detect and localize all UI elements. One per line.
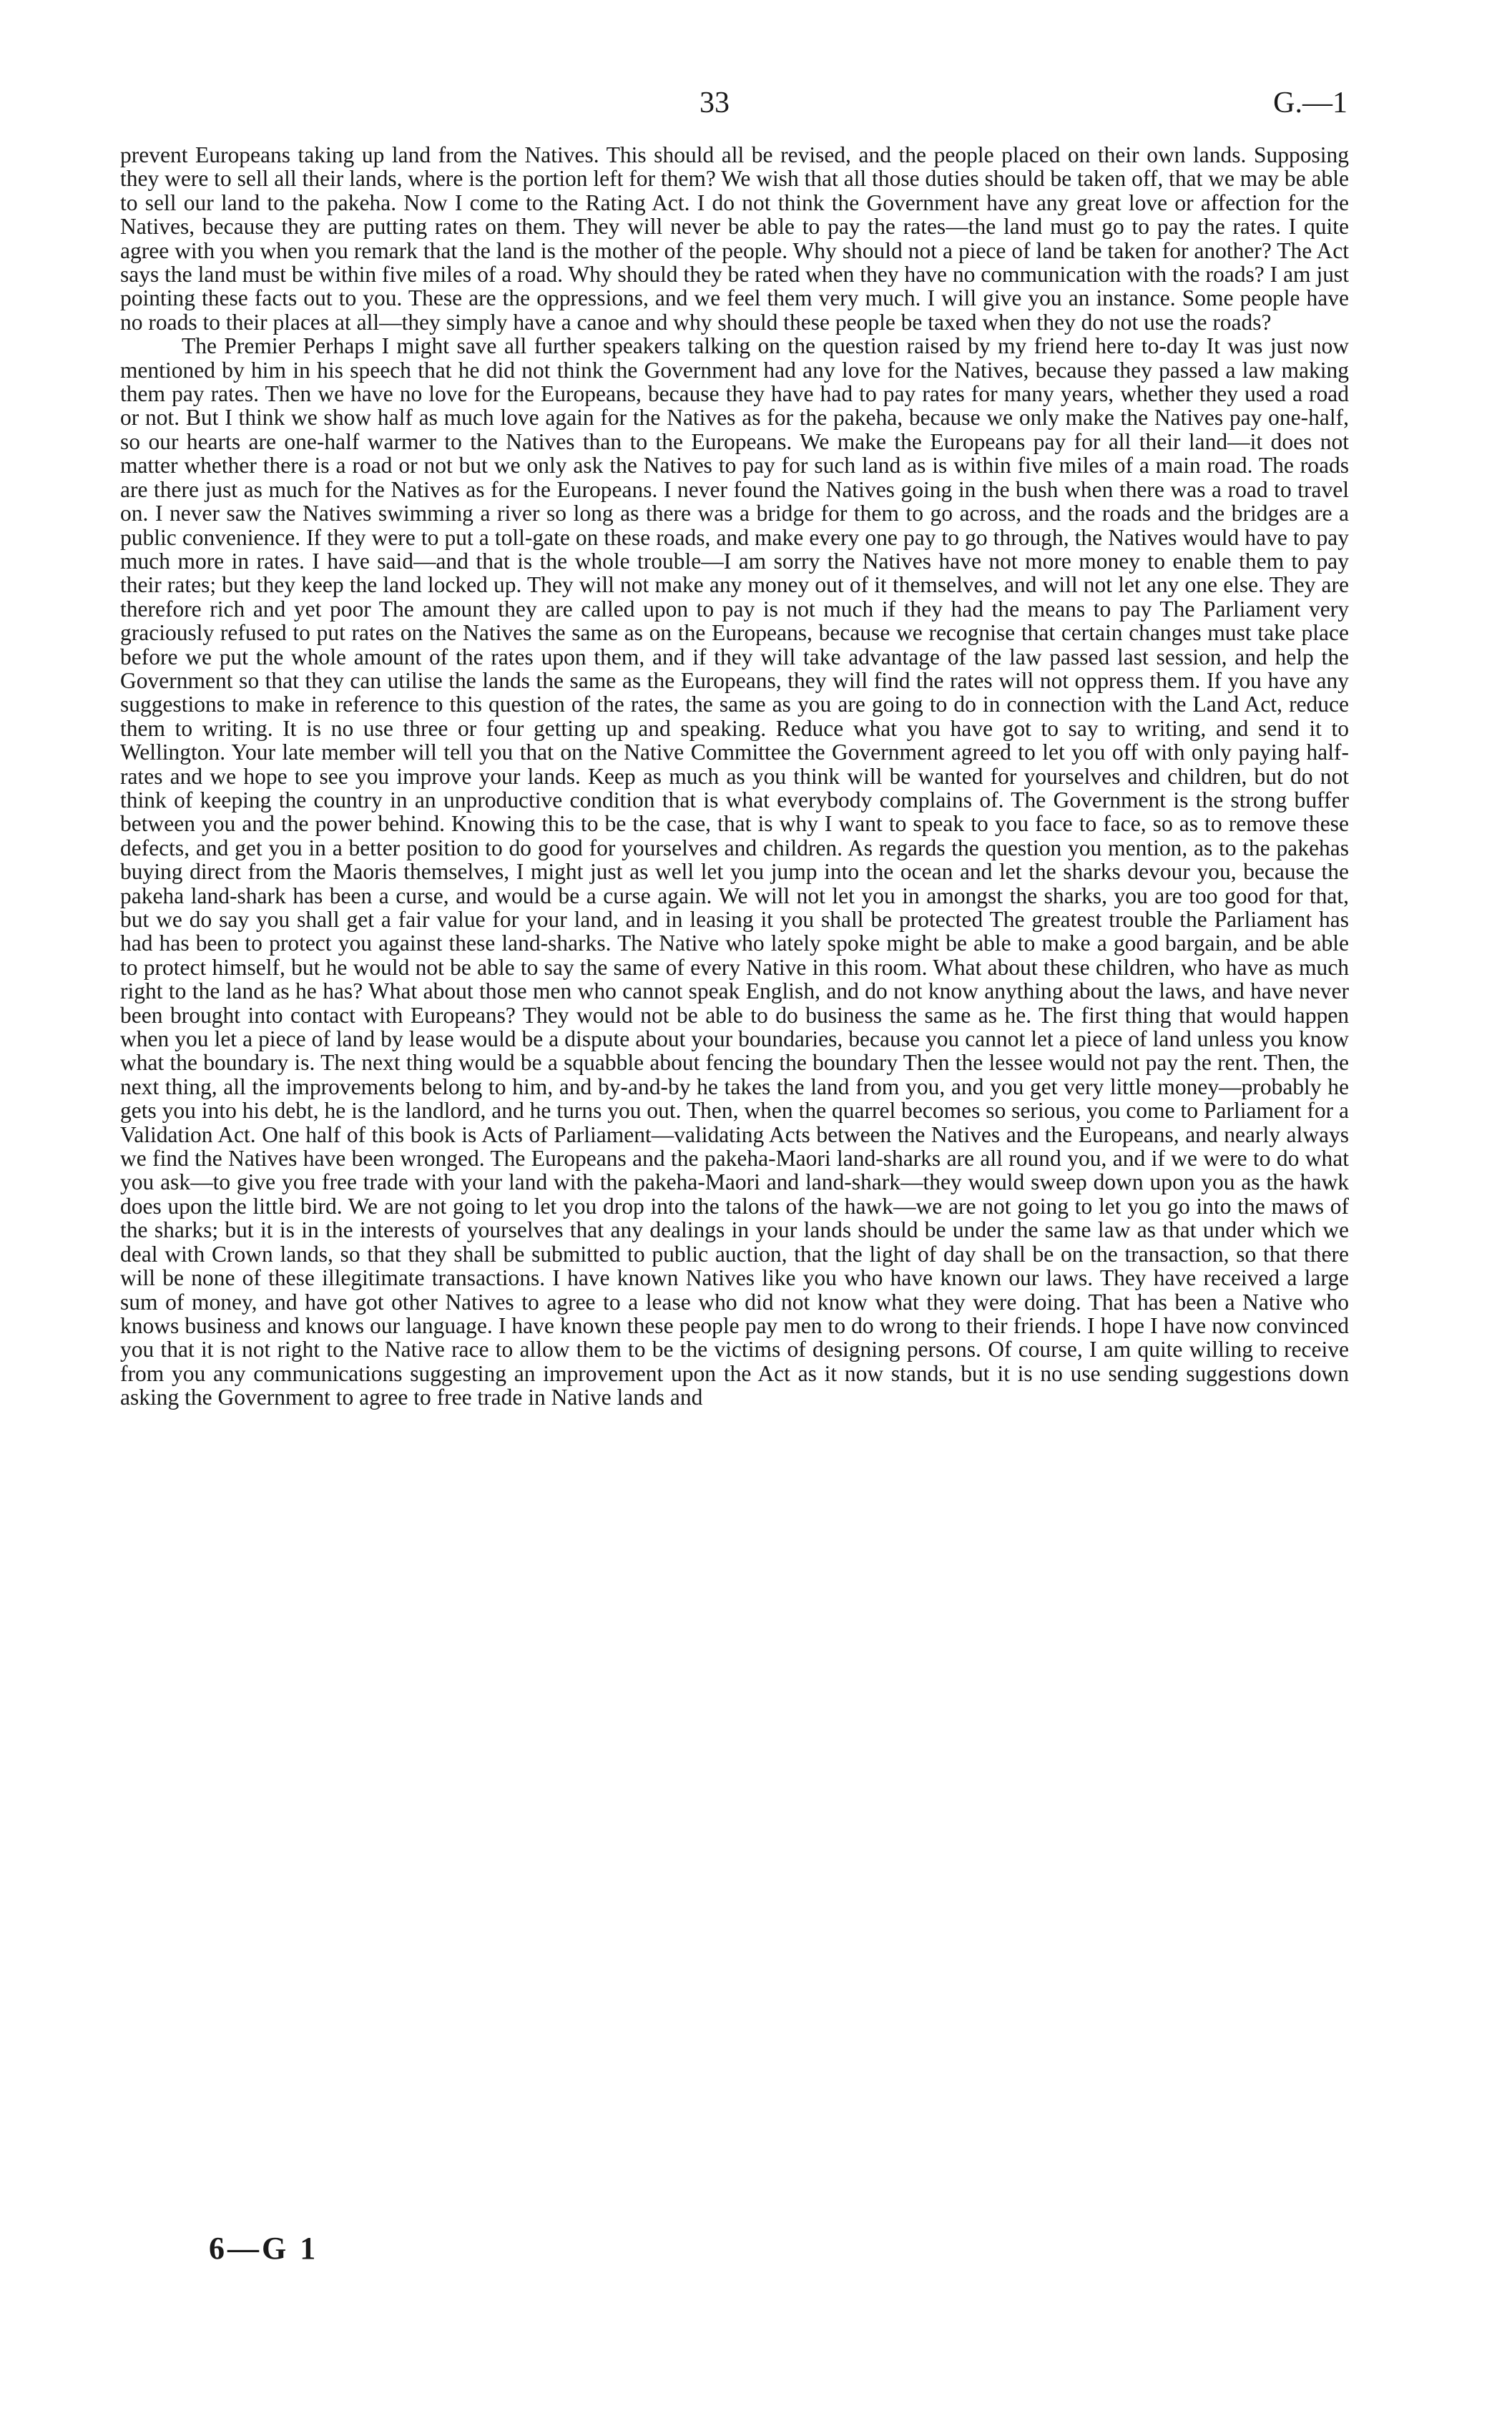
printer-signature: 6—G 1 xyxy=(209,2231,319,2266)
document-reference: G.—1 xyxy=(1273,87,1347,119)
paragraph-premier xyxy=(120,334,1349,1409)
page-number: 33 xyxy=(699,87,730,119)
paragraph-continuation xyxy=(120,143,1349,334)
paragraph-text: prevent Europeans taking up land from the Natives. This should all be revised, and the people placed on their own lands. Supposing they were to sell all their lands, where is the portion left for them? We wish that all those duties should be taken off, that we may be able to sell our land to the pakeha. Now I come to the Rating Act. I do not think the Government have any great love or affection for the Natives, because they are putting rates on them. They will never be able to pay the rates—the land must go to pay the rates. I quite agree with you when you remark that the land is the mother of the people. Why should not a piece of land be taken for another? The Act says the land must be within five miles of a road. Why should they be rated when they have no communication with the roads? I am just pointing these facts out to you. These are the oppressions, and we feel them very much. I will give you an instance. Some people have no roads to their places at all—they simply have a canoe and why should these people be taxed when they do not use the roads? xyxy=(120,142,1349,335)
body-text xyxy=(120,143,1349,1410)
speaker-name: The Premier xyxy=(182,333,296,359)
paragraph-text: Perhaps I might save all further speakers talking on the question raised by my friend here to-day It was just now mentioned by him in his speech that he did not think the Government had any love for the Natives, because they passed a law making them pay rates. Then we have no love for the Europeans, because they have had to pay rates for many years, whether they used a road or not. But I think we show half as much love again for the Natives as for the pakeha, because we only make the Natives pay one-half, so our hearts are one-half warmer to the Natives than to the Europeans. We make the Europeans pay for all their land—it does not matter whether there is a road or not but we only ask the Natives to pay for such land as is within five miles of a main road. The roads are there just as much for the Natives as for the Europeans. I never found the Natives going in the bush when there was a road to travel on. I never saw the Natives swimming a river so long as there was a bridge for them to go across, and the roads and the bridges are a public convenience. If they were to put a toll-gate on these roads, and make every one pay to go through, the Natives would have to pay much more in rates. I have said—and that is the whole trouble—I am sorry the Natives have not more money to enable them to pay their rates; but they keep the land locked up. They will not make any money out of it themselves, and will not let any one else. They are therefore rich and yet poor The amount they are called upon to pay is not much if they had the means to pay The Parliament very graciously refused to put rates on the Natives the same as on the Europeans, because we recognise that certain changes must take place before we put the whole amount of the rates upon them, and if they will take advantage of the law passed last session, and help the Government so that they can utilise the lands the same as the Europeans, they will find the rates will not oppress them. If you have any suggestions to make in reference to this question of the rates, the same as you are going to do in connection with the Land Act, reduce them to writing. It is no use three or four getting up and speaking. Reduce what you have got to say to writing, and send it to Wellington. Your late member will tell you that on the Native Committee the Government agreed to let you off with only paying half-rates and we hope to see you improve your lands. Keep as much as you think will be wanted for yourselves and children, but do not think of keeping the country in an unproductive condition that is what everybody complains of. The Government is the strong buffer between you and the power behind. Knowing this to be the case, that is why I want to speak to you face to face, so as to remove these defects, and get you in a better position to do good for yourselves and children. As regards the question you mention, as to the pakehas buying direct from the Maoris themselves, I might just as well let you jump into the ocean and let the sharks devour you, because the pakeha land-shark has been a curse, and would be a curse again. We will not let you in amongst the sharks, you are too good for that, but we do say you shall get a fair value for your land, and in leasing it you shall be protected The greatest trouble the Parliament has had has been to protect you against these land-sharks. The Native who lately spoke might be able to make a good bargain, and be able to protect himself, but he would not be able to say the same of every Native in this room. What about these children, who have as much right to the land as he has? What about those men who cannot speak English, and do not know anything about the laws, and have never been brought into contact with Europeans? They would not be able to do business the same as he. The first thing that would happen when you let a piece of land by lease would be a dispute about your boundaries, because you cannot let a piece of land unless you know what the boundary is. The next thing would be a squabble about fencing the boundary Then the lessee would not pay the rent. Then, the next thing, all the improvements belong to him, and by-and-by he takes the land from you, and you get very little money—probably he gets you into his debt, he is the landlord, and he turns you out. Then, when the quarrel becomes so serious, you come to Parliament for a Validation Act. One half of this book is Acts of Parliament—validating Acts between the Natives and the Europeans, and nearly always we find the Natives have been wronged. The Europeans and the pakeha-Maori land-sharks are all round you, and if we were to do what you ask—to give you free trade with your land with the pakeha-Maori and land-shark—they would sweep down upon you as the hawk does upon the little bird. We are not going to let you drop into the talons of the hawk—we are not going to let you go into the maws of the sharks; but it is in the interests of yourselves that any dealings in your lands should be under the same law as that under which we deal with Crown lands, so that they shall be submitted to public auction, that the light of day shall be on the transaction, so that there will be none of these illegitimate transactions. I have known Natives like you who have known our laws. They have received a large sum of money, and have got other Natives to agree to a lease who did not know what they were doing. That has been a Native who knows business and knows our language. I have known these people pay men to do wrong to their friends. I hope I have now convinced you that it is not right to the Native race to allow them to be the victims of designing persons. Of course, I am quite willing to receive from you any communications suggesting an improvement upon the Act as it now stands, but it is no use sending suggestions down asking the Government to agree to free trade in Native lands and xyxy=(120,333,1349,1410)
page-header xyxy=(120,86,1347,129)
